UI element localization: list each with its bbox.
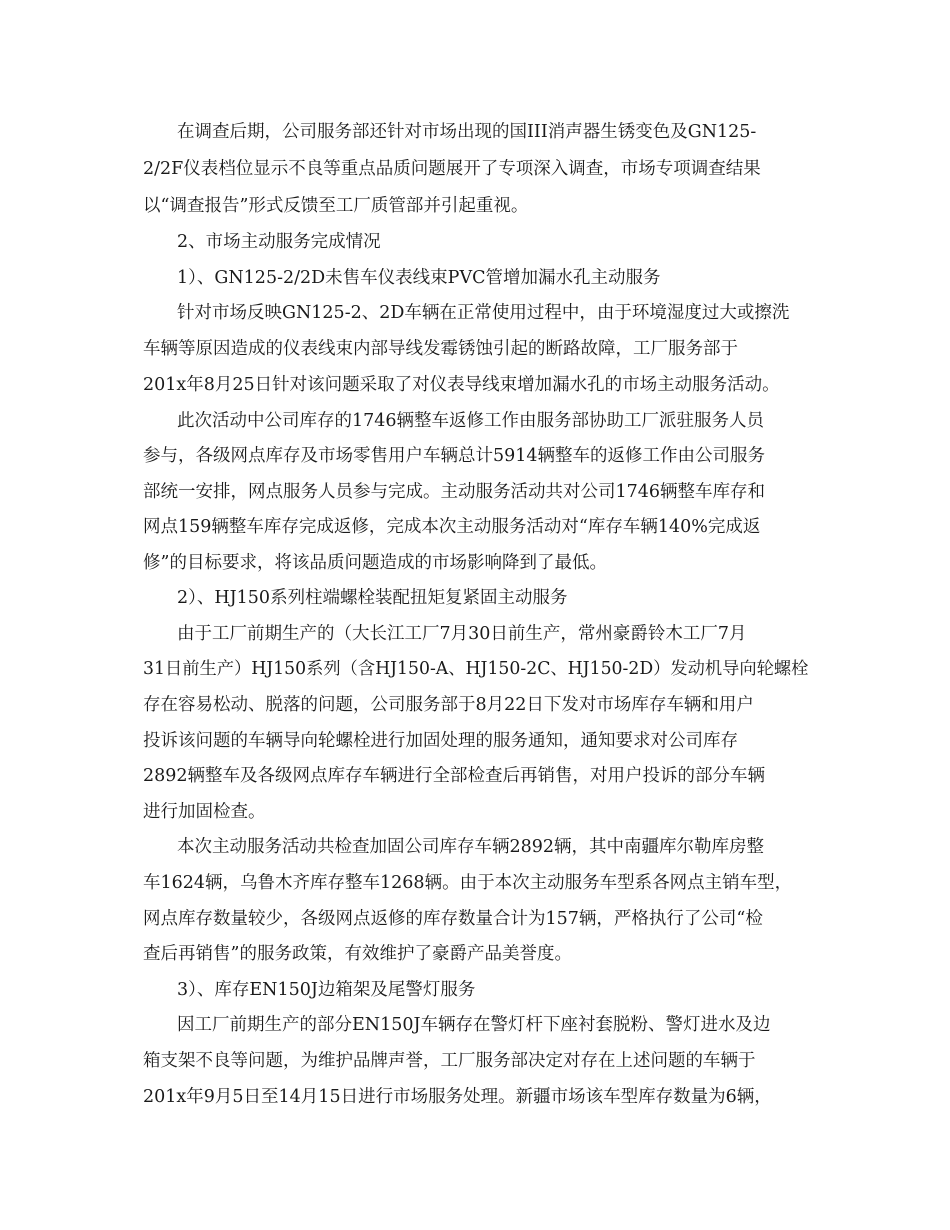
subsection-heading: 1）、GN125-2/2D未售车仪表线束PVC管增加漏水孔主动服务 <box>177 268 661 288</box>
paragraph-line: 2892辆整车及各级网点库存车辆进行全部检查后再销售，对用户投诉的部分车辆 <box>143 766 766 786</box>
paragraph-line: 查后再销售”的服务政策，有效维护了豪爵产品美誉度。 <box>143 944 572 964</box>
paragraph-line: 以“调查报告”形式反馈至工厂质管部并引起重视。 <box>143 196 529 216</box>
paragraph-line: 箱支架不良等问题，为维护品牌声誉，工厂服务部决定对存在上述问题的车辆于 <box>143 1051 756 1071</box>
subsection-heading: 2）、HJ150系列柱端螺栓装配扭矩复紧固主动服务 <box>177 588 568 608</box>
paragraph-line: 存在容易松动、脱落的问题，公司服务部于8月22日下发对市场库存车辆和用户 <box>143 695 754 715</box>
paragraph-line: 201x年9月5日至14月15日进行市场服务处理。新疆市场该车型库存数量为6辆， <box>143 1087 772 1107</box>
paragraph-line: 针对市场反映GN125-2、2D车辆在正常使用过程中，由于环境湿度过大或擦洗 <box>177 303 790 323</box>
paragraph-line: 车1624辆，乌鲁木齐库存整车1268辆。由于本次主动服务车型系各网点主销车型， <box>143 873 793 893</box>
paragraph-line: 参与，各级网点库存及市场零售用户车辆总计5914辆整车的返修工作由公司服务 <box>143 446 766 466</box>
paragraph-line: 修”的目标要求，将该品质问题造成的市场影响降到了最低。 <box>143 553 607 573</box>
paragraph-line: 网点库存数量较少，各级网点返修的库存数量合计为157辆，严格执行了公司“检 <box>143 909 763 929</box>
paragraph-line: 网点159辆整车库存完成返修，完成本次主动服务活动对“库存车辆140%完成返 <box>143 517 761 537</box>
paragraph-line: 本次主动服务活动共检查加固公司库存车辆2892辆，其中南疆库尔勒库房整 <box>177 837 765 857</box>
paragraph-line: 由于工厂前期生产的（大长江工厂7月30日前生产，常州豪爵铃木工厂7月 <box>177 624 747 644</box>
paragraph-line: 部统一安排，网点服务人员参与完成。主动服务活动共对公司1746辆整车库存和 <box>143 482 766 502</box>
paragraph-line: 31日前生产）HJ150系列（含HJ150-A、HJ150-2C、HJ150-2D）发动机导向轮螺栓 <box>143 659 809 679</box>
paragraph-line: 此次活动中公司库存的1746辆整车返修工作由服务部协助工厂派驻服务人员 <box>177 411 765 431</box>
paragraph-line: 投诉该问题的车辆导向轮螺栓进行加固处理的服务通知，通知要求对公司库存 <box>143 731 738 751</box>
paragraph-line: 2/2F仪表档位显示不良等重点品质问题展开了专项深入调查，市场专项调查结果 <box>143 159 761 179</box>
paragraph-line: 进行加固检查。 <box>143 802 266 822</box>
paragraph-line: 车辆等原因造成的仪表线束内部导线发霉锈蚀引起的断路故障，工厂服务部于 <box>143 339 738 359</box>
paragraph-line: 201x年8月25日针对该问题采取了对仪表导线束增加漏水孔的市场主动服务活动。 <box>143 375 780 395</box>
paragraph-line: 因工厂前期生产的部分EN150J车辆存在警灯杆下座衬套脱粉、警灯进水及边 <box>177 1015 771 1035</box>
section-heading: 2、市场主动服务完成情况 <box>177 232 381 252</box>
subsection-heading: 3）、库存EN150J边箱架及尾警灯服务 <box>177 980 476 1000</box>
paragraph-line: 在调查后期，公司服务部还针对市场出现的国III消声器生锈变色及GN125- <box>177 122 757 142</box>
